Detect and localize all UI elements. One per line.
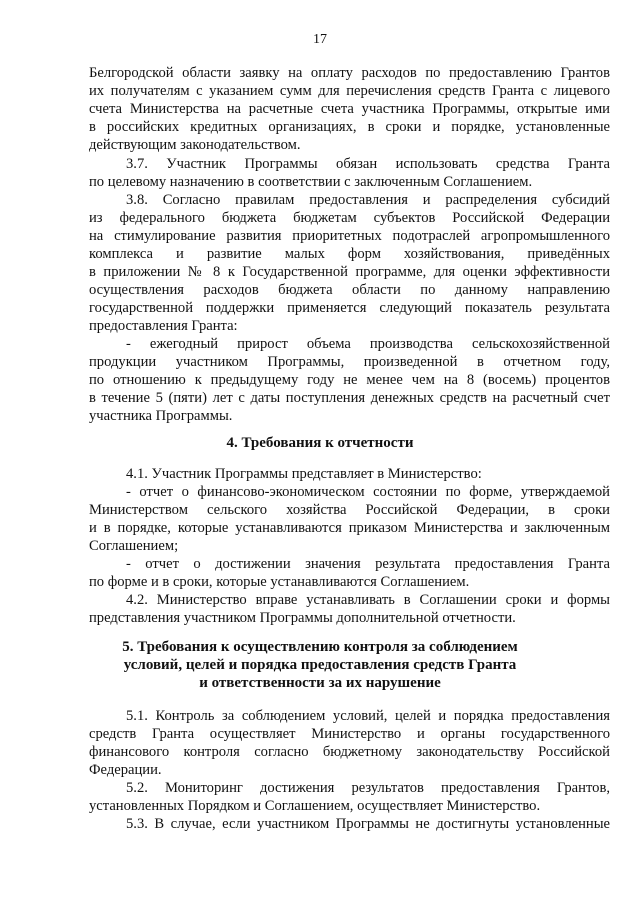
text-line: и в порядке, которые устанавливаются приказом Министерства и заключенным <box>89 520 610 536</box>
text-line: средств Гранта осуществляет Министерство и органы государственного <box>89 726 610 742</box>
text-line: - ежегодный прирост объема производства сельскохозяйственной <box>126 336 610 352</box>
text-line: представления участником Программы дополнительной отчетности. <box>89 610 516 626</box>
text-line: из федерального бюджета бюджетам субъектов Российской Федерации <box>89 210 610 226</box>
text-line: предоставления Гранта: <box>89 318 238 334</box>
section-heading: 5. Требования к осуществлению контроля за соблюдением <box>122 639 518 655</box>
text-line: финансового контроля согласно бюджетному законодательству Российской <box>89 744 610 760</box>
section-heading: условий, целей и порядка предоставления средств Гранта <box>123 657 517 673</box>
text-line: на стимулирование развития приоритетных подотраслей агропромышленного <box>89 228 610 244</box>
text-line: Соглашением; <box>89 538 179 554</box>
text-line: установленных Порядком и Соглашением, осуществляет Министерство. <box>89 798 541 814</box>
text-line: 4.1. Участник Программы представляет в Министерство: <box>126 466 482 482</box>
text-line: Федерации. <box>89 762 162 778</box>
text-line: их получателям с указанием сумм для перечисления средств Гранта с лицевого <box>89 83 610 99</box>
text-line: Министерством сельского хозяйства Российской Федерации, в сроки <box>89 502 610 518</box>
text-line: - отчет о достижении значения результата предоставления Гранта <box>126 556 610 572</box>
text-line: по отношению к предыдущему году не менее чем на 8 (восемь) процентов <box>89 372 610 388</box>
text-line: 5.2. Мониторинг достижения результатов предоставления Грантов, <box>126 780 610 796</box>
text-line: 3.8. Согласно правилам предоставления и распределения субсидий <box>126 192 610 208</box>
text-line: действующим законодательством. <box>89 137 301 153</box>
text-line: в течение 5 (пяти) лет с даты поступления денежных средств на расчетный счет <box>89 390 610 406</box>
section-heading: 4. Требования к отчетности <box>226 435 414 451</box>
text-line: в российских кредитных организациях, в сроки и порядке, установленные <box>89 119 610 135</box>
text-line: 3.7. Участник Программы обязан использовать средства Гранта <box>126 156 610 172</box>
page-number: 17 <box>313 32 327 47</box>
text-line: 4.2. Министерство вправе устанавливать в Соглашении сроки и формы <box>126 592 610 608</box>
text-line: комплекса и развитие малых форм хозяйствования, приведённых <box>89 246 610 262</box>
text-line: по форме и в сроки, которые устанавливаются Соглашением. <box>89 574 470 590</box>
text-line: осуществления расходов бюджета области по данному направлению <box>89 282 610 298</box>
text-line: 5.1. Контроль за соблюдением условий, целей и порядка предоставления <box>126 708 610 724</box>
text-line: участника Программы. <box>89 408 233 424</box>
text-line: - отчет о финансово-экономическом состоянии по форме, утверждаемой <box>126 484 610 500</box>
section-heading: и ответственности за их нарушение <box>199 675 441 691</box>
text-line: продукции участником Программы, произведенной в отчетном году, <box>89 354 610 370</box>
text-line: в приложении № 8 к Государственной программе, для оценки эффективности <box>89 264 610 280</box>
text-line: по целевому назначению в соответствии с заключенным Соглашением. <box>89 174 533 190</box>
text-line: 5.3. В случае, если участником Программы не достигнуты установленные <box>126 816 610 832</box>
text-line: счета Министерства на расчетные счета участника Программы, открытые ими <box>89 101 610 117</box>
text-line: Белгородской области заявку на оплату расходов по предоставлению Грантов <box>89 65 610 81</box>
text-line: государственной поддержки применяется следующий показатель результата <box>89 300 610 316</box>
